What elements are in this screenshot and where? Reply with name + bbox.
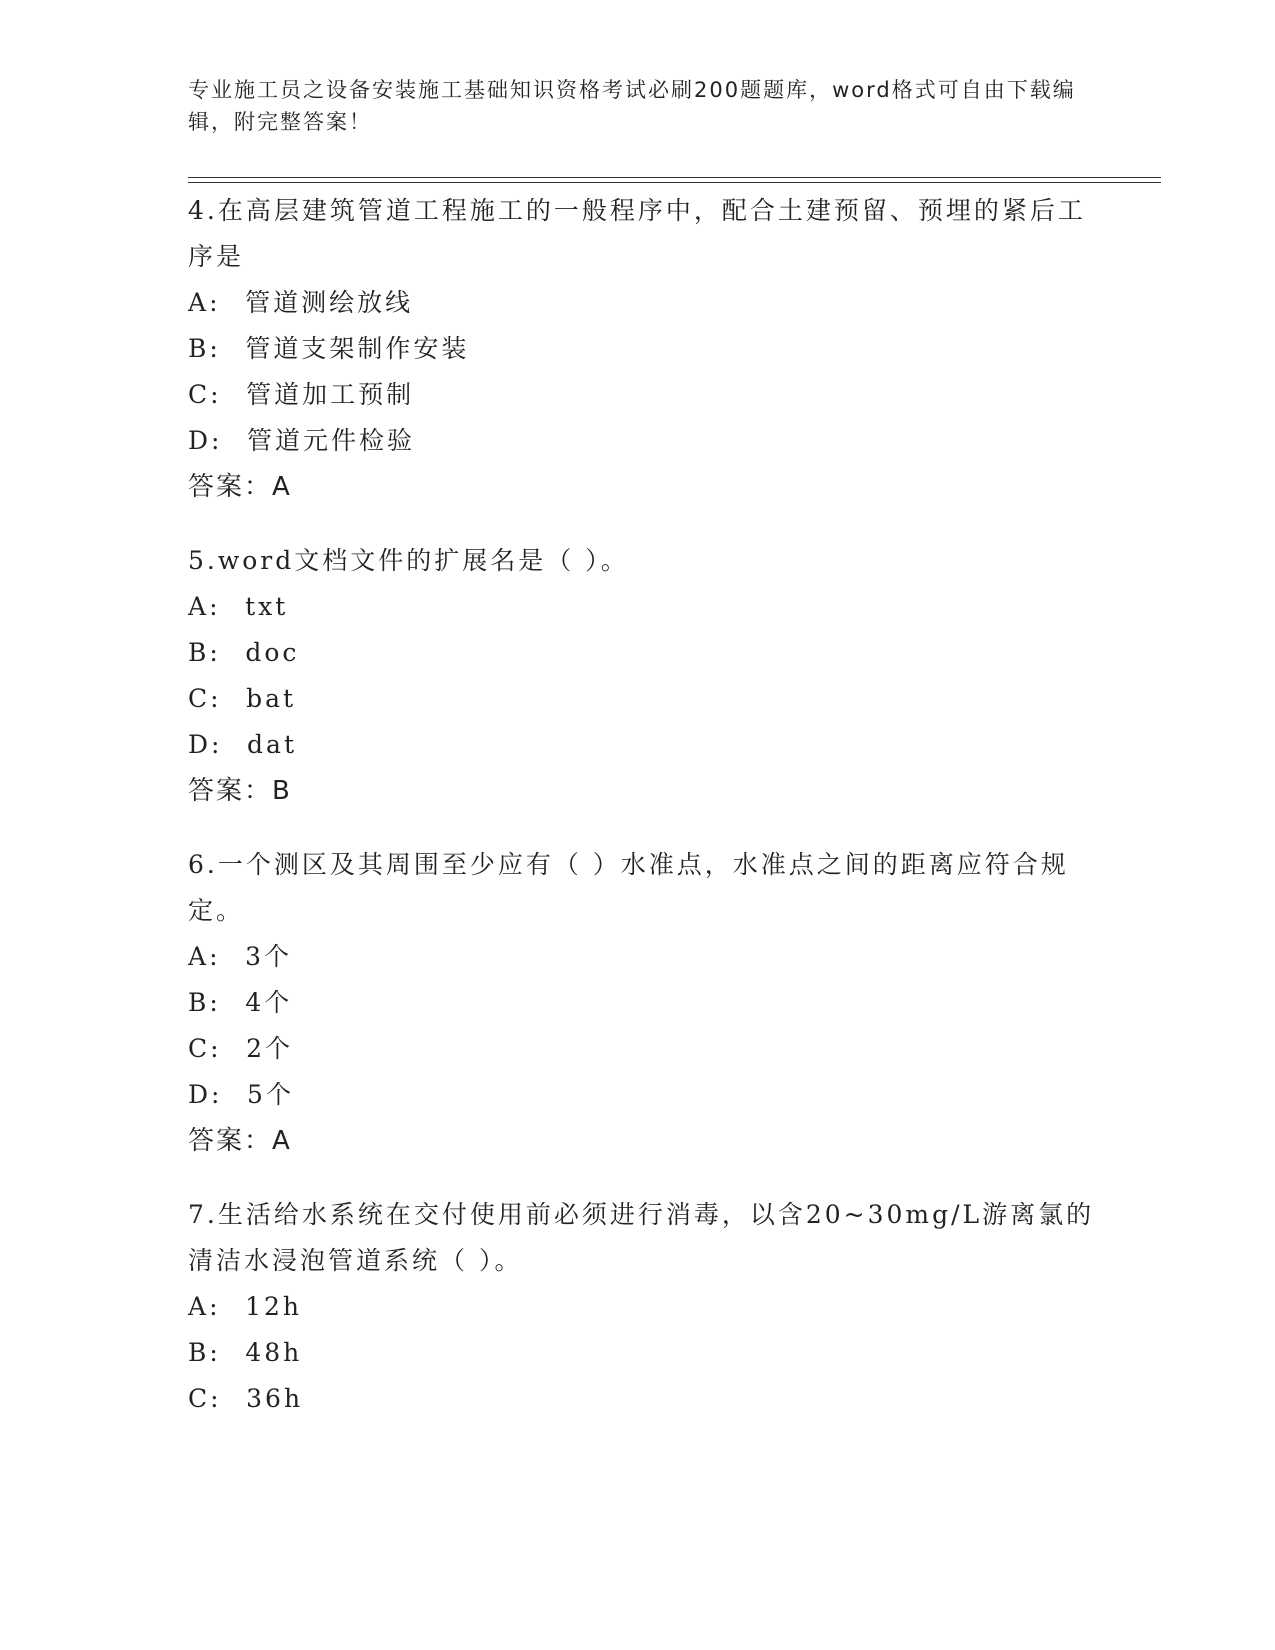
question-text: 5.word文档文件的扩展名是（ ）。	[188, 546, 629, 575]
option-text: 12h	[245, 1292, 302, 1321]
option-text: 3个	[245, 942, 292, 971]
question-text: 6.一个测区及其周围至少应有（ ）水准点，水准点之间的距离应符合规定。	[188, 850, 1069, 925]
option-separator: :	[211, 730, 223, 759]
option-letter: A	[188, 592, 210, 621]
option-text: 管道支架制作安装	[245, 334, 470, 363]
option-separator: :	[210, 684, 222, 713]
option-a[interactable]	[188, 934, 1108, 980]
option-letter: B	[188, 334, 210, 363]
option-text: txt	[245, 592, 289, 621]
option-text: 48h	[245, 1338, 303, 1367]
question-5	[188, 538, 1108, 814]
question-7	[188, 1192, 1108, 1422]
option-letter: B	[188, 988, 210, 1017]
option-separator: :	[209, 1338, 221, 1367]
option-letter: A	[188, 288, 210, 317]
option-separator: :	[211, 1080, 223, 1109]
option-separator: :	[210, 1384, 222, 1413]
option-letter: A	[188, 942, 210, 971]
option-b[interactable]	[188, 980, 1108, 1026]
option-b[interactable]	[188, 1330, 1108, 1376]
option-letter: C	[188, 1034, 211, 1063]
question-4	[188, 188, 1108, 510]
option-text: 5个	[247, 1080, 294, 1109]
option-c[interactable]	[188, 1376, 1108, 1422]
option-letter: B	[188, 638, 210, 667]
answer-line: 答案：A	[188, 472, 292, 502]
option-d[interactable]	[188, 418, 1108, 464]
option-separator: :	[209, 592, 221, 621]
question-6	[188, 842, 1108, 1164]
option-separator: :	[209, 988, 221, 1017]
header-divider-bottom	[188, 182, 1161, 183]
option-text: doc	[245, 638, 300, 667]
option-letter: C	[188, 380, 211, 409]
option-separator: :	[210, 1034, 222, 1063]
option-c[interactable]	[188, 372, 1108, 418]
question-text: 4.在高层建筑管道工程施工的一般程序中，配合土建预留、预埋的紧后工序是	[188, 196, 1086, 271]
option-letter: C	[188, 1384, 211, 1413]
option-c[interactable]	[188, 676, 1108, 722]
option-b[interactable]	[188, 326, 1108, 372]
option-separator: :	[209, 1292, 221, 1321]
option-letter: A	[188, 1292, 210, 1321]
option-text: 管道测绘放线	[245, 288, 414, 317]
header-divider-top	[188, 177, 1161, 178]
option-separator: :	[209, 638, 221, 667]
option-letter: D	[188, 1080, 212, 1109]
option-letter: C	[188, 684, 211, 713]
option-b[interactable]	[188, 630, 1108, 676]
option-a[interactable]	[188, 280, 1108, 326]
option-letter: B	[188, 1338, 210, 1367]
option-text: 4个	[245, 988, 293, 1017]
option-text: 管道元件检验	[247, 426, 416, 455]
option-d[interactable]	[188, 1072, 1108, 1118]
question-list	[188, 188, 1108, 1450]
option-letter: D	[188, 730, 212, 759]
option-separator: :	[210, 380, 222, 409]
option-text: bat	[246, 684, 297, 713]
option-d[interactable]	[188, 722, 1108, 768]
option-a[interactable]	[188, 584, 1108, 630]
option-separator: :	[209, 334, 221, 363]
answer-line: 答案：A	[188, 1126, 292, 1156]
option-text: 2个	[246, 1034, 294, 1063]
option-text: dat	[247, 730, 298, 759]
option-separator: :	[209, 942, 221, 971]
option-letter: D	[188, 426, 212, 455]
option-text: 36h	[246, 1384, 304, 1413]
option-c[interactable]	[188, 1026, 1108, 1072]
question-text: 7.生活给水系统在交付使用前必须进行消毒，以含20~30mg/L游离氯的清洁水浸泡管道系统（ ）。	[188, 1200, 1095, 1275]
option-separator: :	[209, 288, 221, 317]
option-a[interactable]	[188, 1284, 1108, 1330]
option-text: 管道加工预制	[246, 380, 415, 409]
option-separator: :	[211, 426, 223, 455]
document-title: 专业施工员之设备安装施工基础知识资格考试必刷200题题库，word格式可自由下载编辑，附完整答案！	[188, 78, 1076, 134]
answer-line: 答案：B	[188, 776, 292, 806]
